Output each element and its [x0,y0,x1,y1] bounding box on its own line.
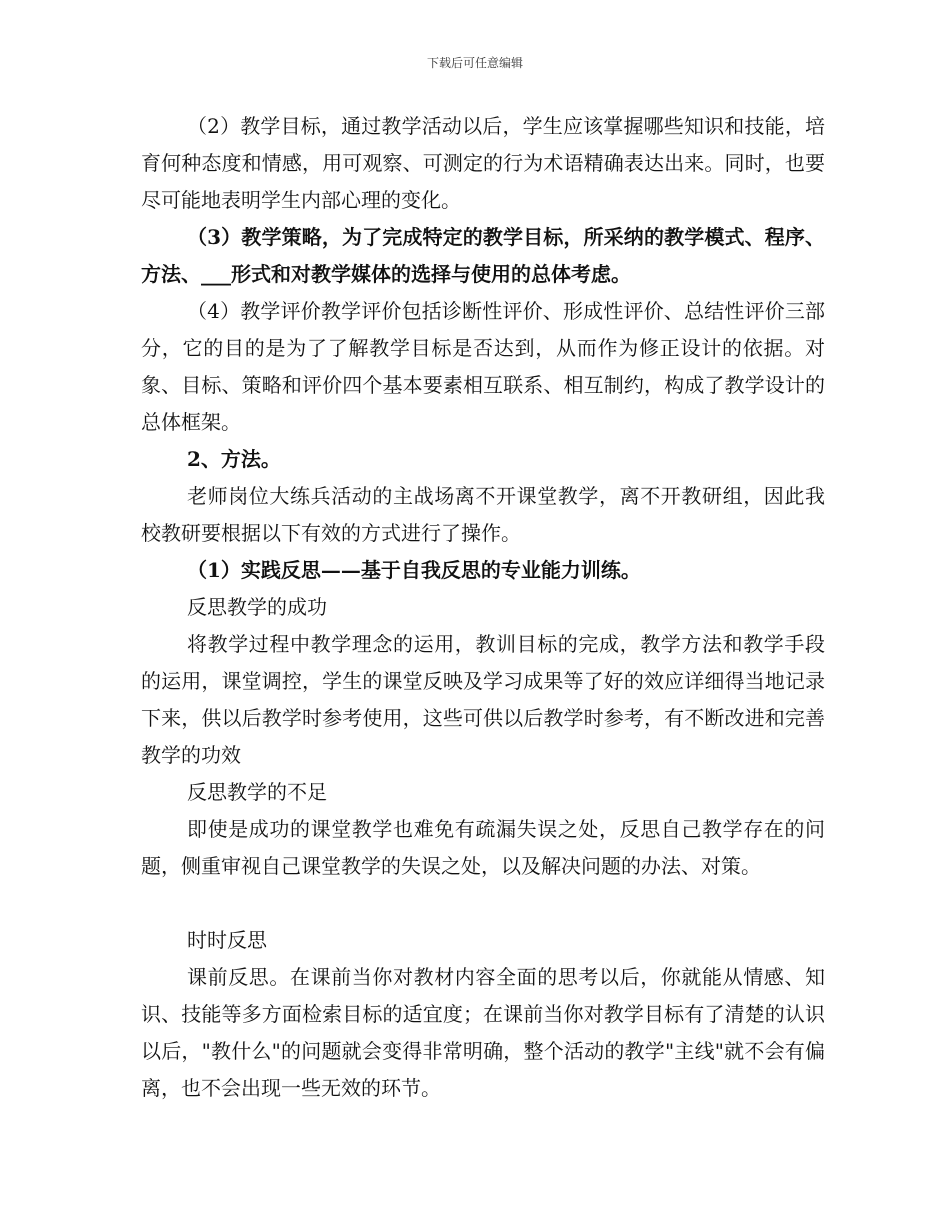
page-header: 下载后可任意编辑 [426,56,523,70]
paragraph-teaching-strategy: （3）教学策略，为了完成特定的教学目标，所采纳的教学模式、程序、方法、___形式和对教学媒体的选择与使用的总体考虑。 [141,225,825,286]
paragraph-method-intro: 老师岗位大练兵活动的主战场离不开课堂教学，离不开教研组，因此我校教研要根据以下有效的方式进行了操作。 [141,484,825,545]
subheading-reflect-shortcomings: 反思教学的不足 [187,780,327,804]
paragraph-teaching-objective: （2）教学目标，通过教学活动以后，学生应该掌握哪些知识和技能，培育何种态度和情感，用可观察、可测定的行为术语精确表达出来。同时，也要尽可能地表明学生内部心理的变化。 [141,114,825,212]
paragraph-reflect-shortcomings: 即使是成功的课堂教学也难免有疏漏失误之处，反思自己教学存在的问题，侧重审视自己课堂教学的失误之处，以及解决问题的办法、对策。 [141,817,825,878]
subheading-constant-reflection: 时时反思 [187,928,267,952]
paragraph-teaching-evaluation: （4）教学评价教学评价包括诊断性评价、形成性评价、总结性评价三部分，它的目的是为了了解教学目标是否达到，从而作为修正设计的依据。对象、目标、策略和评价四个基本要素相互联系、相互制约，构成了教学设计的总体框架。 [141,299,825,434]
subheading-practice-reflection: （1）实践反思——基于自我反思的专业能力训练。 [187,558,641,582]
paragraph-pre-class-reflection: 课前反思。在课前当你对教材内容全面的思考以后，你就能从情感、知识、技能等多方面检索目标的适宜度；在课前当你对教学目标有了清楚的认识以后，"教什么"的问题就会变得非常明确，整个活动的教学"主线"就不会有偏离，也不会出现一些无效的环节。 [141,965,825,1100]
section-heading-method: 2、方法。 [187,447,281,471]
paragraph-reflect-success: 将教学过程中教学理念的运用，教训目标的完成，教学方法和教学手段的运用，课堂调控，学生的课堂反映及学习成果等了好的效应详细得当地记录下来，供以后教学时参考使用，这些可供以后教学时参考，有不断改进和完善教学的功效 [141,632,825,767]
subheading-reflect-success: 反思教学的成功 [187,595,327,619]
